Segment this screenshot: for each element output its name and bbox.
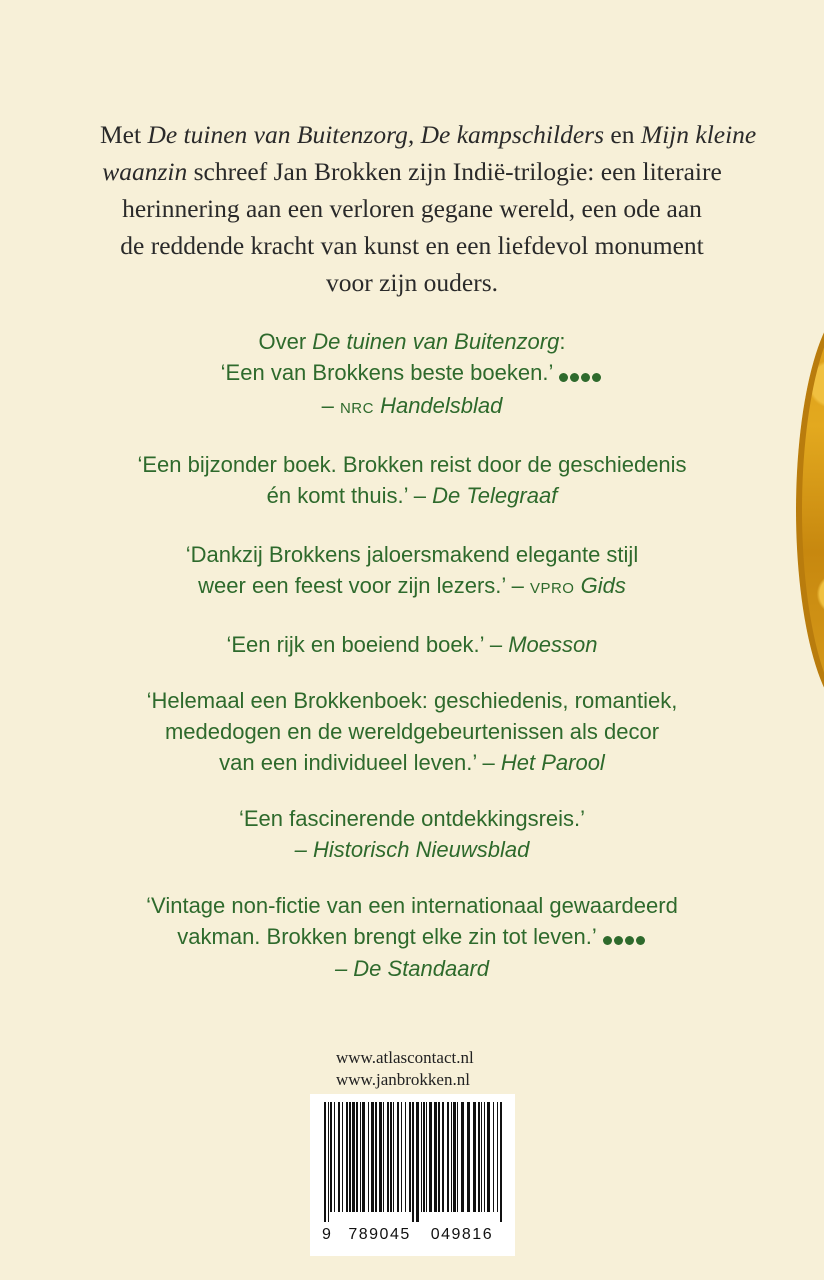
intro-line: herinnering aan een verloren gegane wereld, een ode aan [122,194,702,223]
review-vpro: ‘Dankzij Brokkens jaloersmakend elegante stijl weer een feest voor zijn lezers.’ – VPRO Gids [185,541,639,598]
publisher-urls [336,1047,546,1091]
intro-line: waanzin schreef Jan Brokken zijn Indië-trilogie: een literaire [102,157,722,186]
review-standaard: ‘Vintage non-fictie van een internationaal gewaardeerd vakman. Brokken brengt elke zin tot leven.’ – De Standaard [146,892,678,982]
four-dot-rating-icon [559,359,603,390]
review-parool: ‘Helemaal een Brokkenboek: geschiedenis, romantiek, mededogen en de wereldgebeurtenissen als decor van een individueel leven.’ – Het Parool [146,687,678,775]
isbn-barcode [310,1094,515,1256]
review-nrc: Over De tuinen van Buitenzorg: ‘Een van Brokkens beste boeken.’ – NRC Handelsblad [60,326,764,424]
review-source: De Telegraaf [432,482,558,508]
review-source: VPRO Gids [529,572,626,598]
url-atlascontact: www.atlascontact.nl [336,1048,474,1067]
decorative-batik-disc [796,300,824,720]
review-source: – Historisch Nieuwsblad [294,836,530,862]
review-source: Het Parool [500,749,605,775]
intro-line: de reddende kracht van kunst en een liefdevol monument [120,231,704,260]
review-source: Moesson [508,631,598,657]
review-quotes [60,326,764,984]
barcode-digits: 9 789045 049816 [322,1226,494,1243]
barcode-bars [324,1102,504,1222]
review-moesson: ‘Een rijk en boeiend boek.’ – Moesson [226,631,598,657]
url-janbrokken: www.janbrokken.nl [336,1070,470,1089]
four-dot-rating-icon [603,922,647,953]
intro-line: Met De tuinen van Buitenzorg, De kampschilders en Mijn kleine [100,120,757,149]
review-source: – NRC Handelsblad [321,392,503,418]
review-source: – De Standaard [334,956,490,982]
review-historisch: ‘Een fascinerende ontdekkingsreis.’ – Historisch Nieuwsblad [238,805,586,862]
review-telegraaf: ‘Een bijzonder boek. Brokken reist door de geschiedenis én komt thuis.’ – De Telegraaf [137,451,687,508]
intro-paragraph [100,116,757,301]
intro-line: voor zijn ouders. [325,268,499,297]
